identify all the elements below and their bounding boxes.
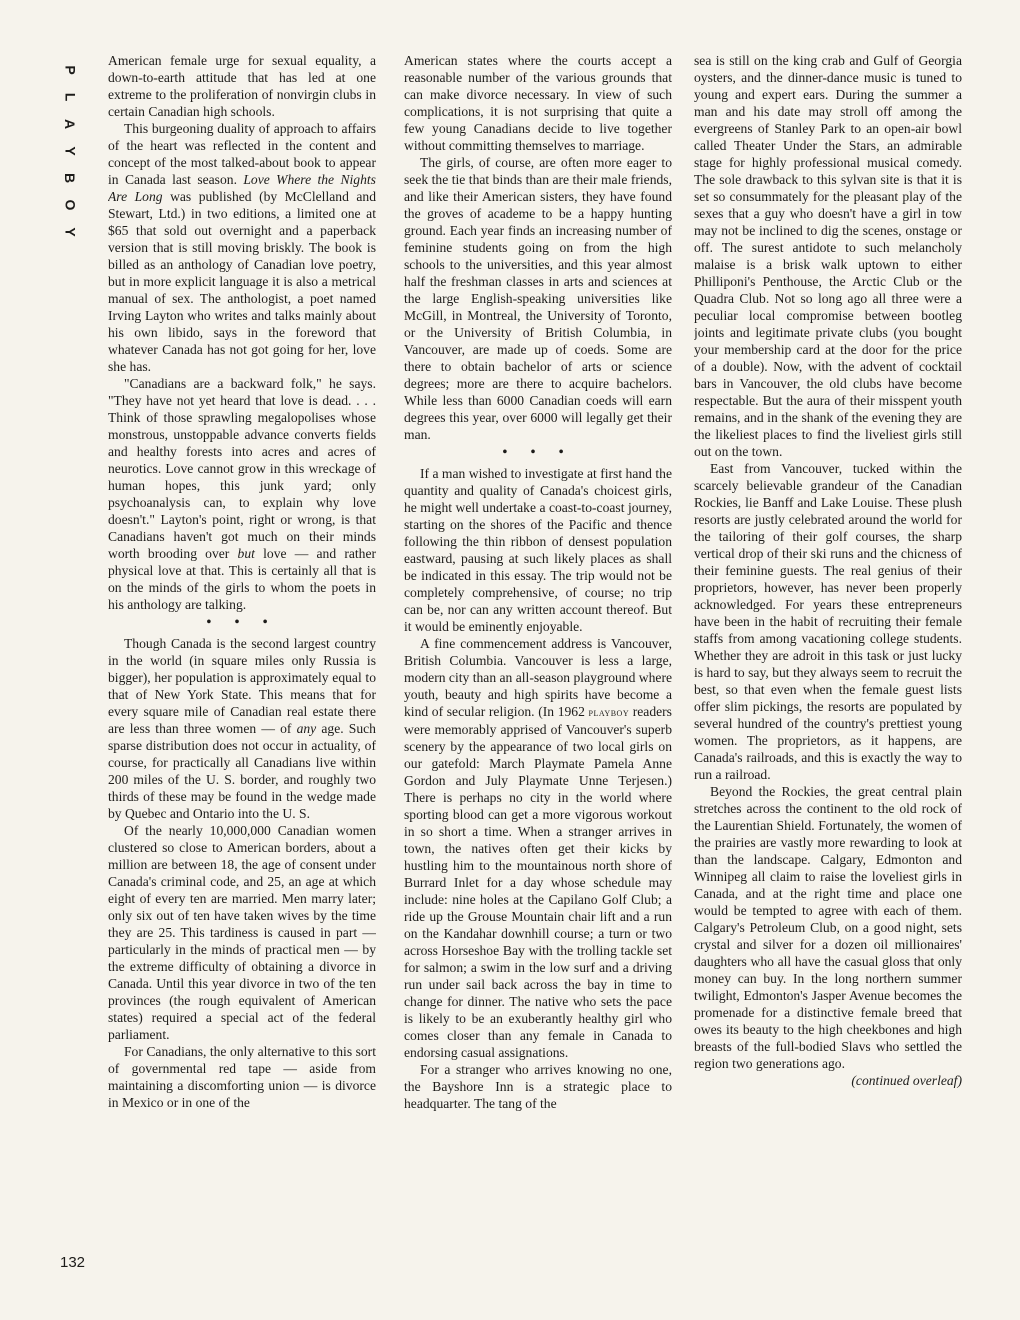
article-column-1: [108, 52, 376, 1278]
sidebar-letter: A: [62, 118, 79, 131]
paragraph: sea is still on the king crab and Gulf of Georgia oysters, and the dinner-dance music is tuned to young and expert ears. During the summer a man and his date may stroll off among the evergreens of Stanley Park to an open-air bowl called Theater Under the Stars, an admirable stage for highly professional musical comedy. The sole drawback to this sylvan site is that it is set so consummately for the pleasant play of the sexes that a guy who doesn't have a girl in tow may not be inclined to dig the scenes, onstage or off. The surest antidote to such melancholy malaise is a brisk walk uptown to either Philliponi's Penthouse, the Arctic Club or the Quadra Club. Not so long ago all three were a peculiar local compromise between bootleg joints and legitimate private clubs (you bought your membership card at the door for the price of a double). Now, with the advent of cocktail bars in Vancouver, the old clubs have become respectable. But the aura of their misspent youth remains, and in the shank of the evening they are the likeliest places to find the liveliest girls still out on the town.: [694, 53, 962, 459]
paragraph: American female urge for sexual equality, a down-to-earth attitude that has led at one extreme to the proliferation of nonvirgin clubs in certain Canadian high schools.: [108, 53, 376, 119]
paragraph: For a stranger who arrives knowing no one, the Bayshore Inn is a strategic place to headquarter. The tang of the: [404, 1062, 672, 1111]
article-column-3: [694, 52, 962, 1278]
continued-overleaf: (continued overleaf): [851, 1073, 962, 1088]
paragraph: A fine commencement address is Vancouver, British Columbia. Vancouver is less a large, modern city than an all-season playground where youth, beauty and high spirits have become a kind of secular religion. (In 1962 playboy readers were memorably apprised of Vancouver's superb scenery by the appearance of two local girls on our gatefold: March Playmate Pamela Anne Gordon and July Playmate Unne Terjesen.) There is perhaps no city in the world where sporting blood can get a more vigorous workout in so short a time. When a stranger arrives in town, the natives often get their kicks by hustling him to the mountainous north shore of Burrard Inlet for a day whose schedule may include: nine holes at the Capilano Golf Club; a ride up the Grouse Mountain chair lift and a run on the Kandahar downhill course; a turn or two across Horseshoe Bay with the trolling tackle set for salmon; a swim in the low surf and a driving run under sail back across the bay in time to change for dinner. The native who sets the pace is likely to be an exuberantly healthy girl who comes closer than any female in Canada to endorsing casual assignations.: [404, 636, 672, 1060]
page-number: 132: [60, 1254, 86, 1271]
emphasis: any: [296, 721, 317, 736]
paragraph: The girls, of course, are often more eager to seek the tie that binds than are their male friends, and like their American sisters, they have found the groves of academe to be a happy hunting ground. Each year finds an increasing number of feminine students going on from the high schools to the universities, and this year almost half the freshman classes in arts and sciences at the large English-speaking universities like McGill, in Montreal, the University of Toronto, or the University of British Columbia, in Vancouver, are made up of coeds. Some are there to obtain bachelor of arts or science degrees; more are there to acquire bachelors. While less than 6000 Canadian coeds will earn degrees this year, over 6000 will legally get their man.: [404, 155, 672, 442]
magazine-name-inline: playboy: [588, 706, 630, 719]
paragraph: For Canadians, the only alternative to this sort of governmental red tape — aside from maintaining a discomforting union — is divorce in Mexico or in one of the: [108, 1044, 376, 1110]
sidebar-letter: L: [62, 92, 79, 103]
paragraph: Beyond the Rockies, the great central plain stretches across the continent to the old rock of the Laurentian Shield. Fortunately, the women of the prairies are vastly more rewarding to look at than the landscape. Calgary, Edmonton and Winnipeg all claim to raise the loveliest girls in Canada, and at the right time and place one would be tempted to agree with each of them. Calgary's Petroleum Club, on a good night, sets crystal and silver for a dozen oil millionaires' daughters who all have the casual gloss that only money can buy. In the long northern summer twilight, Edmonton's Jasper Avenue becomes the promenade for a distinctive female breed that owes its beauty to the high cheekbones and high breasts of the full-bodied Slavs who settled the region two generations ago.: [694, 784, 962, 1071]
sidebar-letter: O: [62, 199, 79, 212]
magazine-name-vertical: [56, 60, 84, 243]
book-title: Love Where the Nights Are Long: [108, 172, 376, 204]
sidebar-letter: Y: [62, 227, 79, 238]
paragraph: American states where the courts accept a reasonable number of the various grounds that can make divorce necessary. In view of such complications, it is not surprising that quite a few young Canadians decide to live together without committing themselves to marriage.: [404, 53, 672, 153]
sidebar-letter: Y: [62, 146, 79, 157]
section-break: • • •: [502, 444, 574, 459]
paragraph: Of the nearly 10,000,000 Canadian women clustered so close to American borders, about a million are between 18, the age of consent under Canada's criminal code, and 25, an age at which eight of every ten are married. Men marry later; only six out of ten have taken wives by the time they are 25. This tardiness is caused in part — particularly in the minds of practical men — by the extreme difficulty of obtaining a divorce in Canada. Until this year divorce in two of the ten provinces (the rough equivalent of American states) required a special act of the federal parliament.: [108, 823, 376, 1042]
paragraph: This burgeoning duality of approach to affairs of the heart was reflected in the content and concept of the most talked-about book to appear in Canada last season. Love Where the Nights Are Long was published (by McClelland and Stewart, Ltd.) in two editions, a limited one at $65 that sold out overnight and a paperback version that is still moving briskly. The book is billed as an anthology of Canadian love poetry, but in more explicit language it is also a metrical manual of sex. The anthologist, a poet named Irving Layton who writes and talks mainly about his own libido, says in the foreword that whatever Canada has not got going for her, love she has.: [108, 121, 376, 374]
paragraph: If a man wished to investigate at first hand the quantity and quality of Canada's choicest girls, he might well undertake a coast-to-coast journey, starting on the shores of the Pacific and thence following the thin ribbon of densest population eastward, pausing at such likely places as shall be indicated in this essay. The trip would not be completely comprehensive, of course; no trip can be, nor can any written account thereof. But it would be eminently enjoyable.: [404, 466, 672, 634]
sidebar-letter: B: [62, 172, 79, 185]
article-column-2: [404, 52, 672, 1278]
section-break: • • •: [206, 614, 278, 629]
paragraph: Though Canada is the second largest country in the world (in square miles only Russia is bigger), her population is approximately equal to that of New York State. This means that for every square mile of Canadian real estate there are less than three women — of any age. Such sparse distribution does not occur in actuality, of course, for practically all Canadians live within 200 miles of the U. S. border, and roughly two thirds of these may be found in the wedge made by Quebec and Ontario into the U. S.: [108, 636, 376, 821]
paragraph: "Canadians are a backward folk," he says. "They have not yet heard that love is dead. . . . Think of those sprawling megalopolises whose monstrous, unstoppable advance converts fields and healthy forests into acres and acres of neurotics. Love cannot grow in this wreckage of human hopes, this junk yard; only psychoanalysis can, to explain why love doesn't." Layton's point, right or wrong, is that Canadians haven't got much on their minds worth brooding over but love — and rather physical love at that. This is certainly all that is on the minds of the girls to whom the poets in his anthology are talking.: [108, 376, 376, 612]
sidebar-letter: P: [62, 65, 79, 76]
emphasis: but: [237, 546, 255, 561]
paragraph: East from Vancouver, tucked within the scarcely believable grandeur of the Canadian Rockies, lie Banff and Lake Louise. These plush resorts are justly celebrated around the world for the tailoring of their golf courses, the sharp vertical drop of their ski runs and the chicness of their feminine guests. The real genius of their proprietors, however, has never been properly acknowledged. For years these entrepreneurs have been in the habit of recruiting their female staffs from among vacationing college students. Whether they are adroit in this task or just lucky is hard to say, but they always seem to recruit the best, so that even when the female guest lists offer slim pickings, the resorts are populated by several hundred of the country's prettiest young women. The proprietors, as it happens, are Canada's railroads, and this is exactly the way to run a railroad.: [694, 461, 962, 782]
